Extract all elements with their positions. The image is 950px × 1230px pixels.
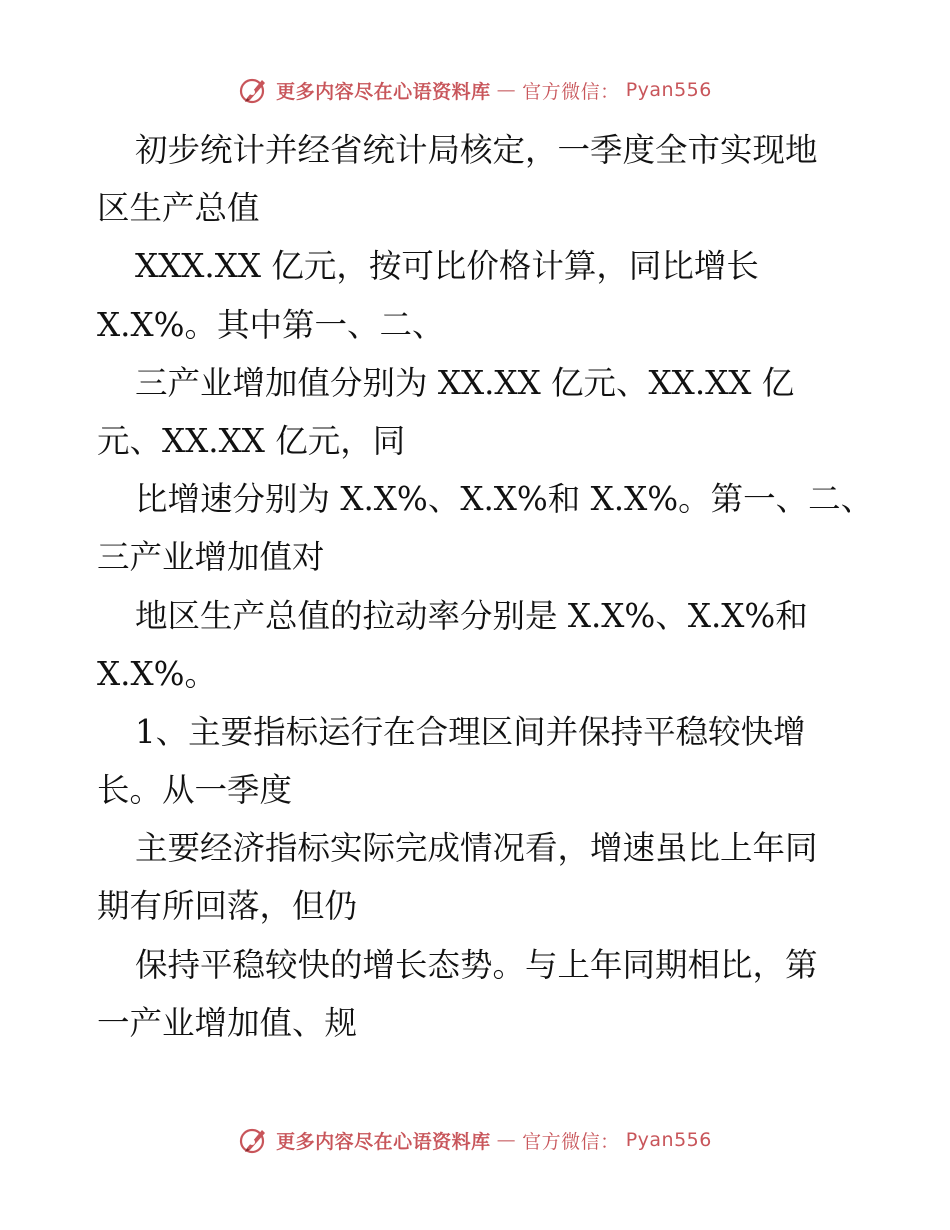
- text-line: 一产业增加值、规: [97, 1003, 358, 1042]
- text-line: 元、XX.XX 亿元，同: [97, 421, 406, 460]
- text-line: 三产业增加值分别为 XX.XX 亿元、XX.XX 亿: [135, 363, 795, 402]
- footer-site-name: 更多内容尽在心语资料库: [276, 1130, 491, 1153]
- text-line: X.X%。其中第一、二、: [97, 305, 445, 344]
- quill-pen-logo-icon: [238, 1124, 270, 1156]
- text-line: 保持平稳较快的增长态势。与上年同期相比，第: [135, 945, 818, 984]
- footer-banner: [0, 1124, 950, 1156]
- text-line: 初步统计并经省统计局核定，一季度全市实现地: [135, 131, 818, 169]
- text-line: X.X%。: [97, 654, 217, 693]
- header-separator: —: [496, 79, 517, 101]
- text-line: 期有所回落，但仍: [97, 887, 358, 926]
- header-banner: [0, 74, 950, 106]
- text-line: XXX.XX 亿元，按可比价格计算，同比增长: [135, 247, 759, 286]
- quill-pen-logo-icon: [238, 74, 270, 106]
- text-line: 三产业增加值对: [97, 538, 325, 577]
- header-site-name: 更多内容尽在心语资料库: [276, 80, 491, 103]
- text-line: 1、主要指标运行在合理区间并保持平稳较快增: [135, 712, 806, 751]
- text-line: 地区生产总值的拉动率分别是 X.X%、X.X%和: [135, 596, 808, 635]
- text-line: 区生产总值: [97, 189, 260, 228]
- footer-wechat-label: 官方微信：: [522, 1130, 620, 1153]
- footer-separator: —: [496, 1129, 517, 1151]
- document-body: [97, 121, 874, 1052]
- header-wechat-id: Pyan556: [625, 79, 712, 101]
- header-wechat-label: 官方微信：: [522, 80, 620, 103]
- text-line: 主要经济指标实际完成情况看，增速虽比上年同: [135, 829, 818, 868]
- text-line: 长。从一季度: [97, 771, 293, 810]
- footer-wechat-id: Pyan556: [625, 1129, 712, 1151]
- text-line: 比增速分别为 X.X%、X.X%和 X.X%。第一、二、: [135, 480, 874, 519]
